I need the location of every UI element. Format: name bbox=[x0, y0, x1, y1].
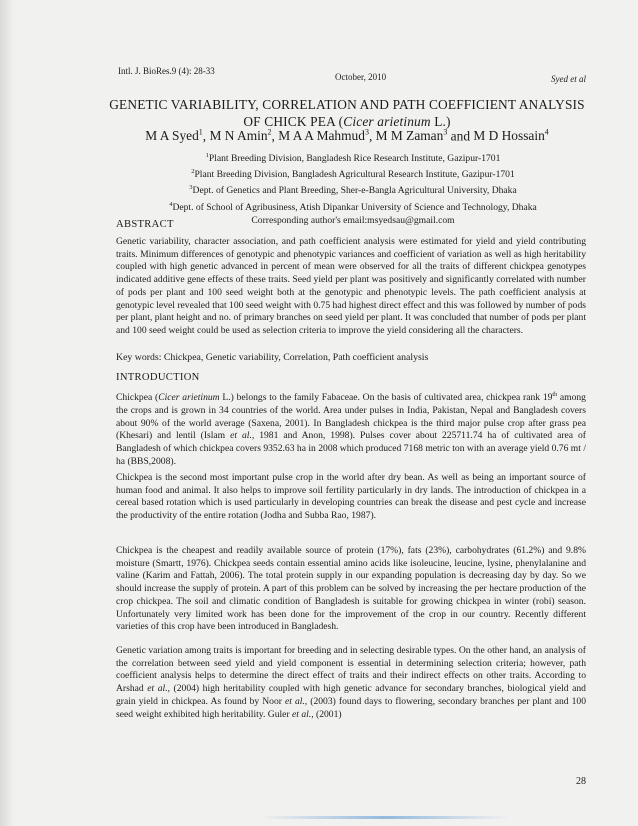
affiliations bbox=[118, 149, 588, 227]
title-line-2-suffix: L.) bbox=[430, 114, 451, 129]
running-head-journal: Intl. J. BioRes.9 (4): 28-33 bbox=[118, 66, 215, 76]
abstract-heading: ABSTRACT bbox=[116, 219, 174, 230]
author-name: M A Syed bbox=[145, 128, 199, 144]
affiliation-sup: 4 bbox=[169, 200, 173, 208]
affiliation bbox=[118, 181, 588, 197]
paper-title bbox=[108, 96, 586, 130]
affiliation-text: Dept. of School of Agribusiness, Atish Dipankar University of Science and Technology, Dhaka bbox=[172, 201, 537, 213]
et-al: et al., bbox=[292, 708, 314, 720]
et-al: et al., bbox=[230, 430, 255, 442]
affiliation-text: Plant Breeding Division, Bangladesh Rice Research Institute, Gazipur-1701 bbox=[208, 153, 501, 165]
author-sup: 3 bbox=[443, 128, 448, 137]
author-name: M N Amin bbox=[209, 128, 268, 144]
author-sup: 3 bbox=[364, 128, 369, 137]
author-sup: 4 bbox=[544, 128, 549, 137]
text-run: Genetic variation among traits is important for breeding and in selecting desirable types. On the other hand, an analysis of the correlation between seed yield and yield component is essential in determining selection criteria; however, path coefficient analysis helps to determine the direct effect of traits and their indirect effects on other traits. According to Arshad bbox=[116, 645, 586, 695]
intro-paragraph-4 bbox=[116, 645, 586, 721]
text-run: among the crops and is grown in 34 countries of the world. Area under pulses in India, Pakistan, Nepal and Bangladesh covers about 90% of the world average (Saxena, 2001). In Bangladesh chickpea is the third major pulse crop after grass pea (Khesari) and lentil (Islam bbox=[116, 392, 586, 442]
corresponding-email-text: Corresponding author's email:msyedsau@gmail.com bbox=[251, 214, 455, 226]
text-run: 1981 and Anon, 1998). Pulses cover about 225711.74 ha of cultivated area of Bangladesh of which chickpea covers 9352.63 ha in 2008 which produced 7168 metric ton with an average yield 0.76 mt / ha (BBS,2008). bbox=[116, 430, 586, 467]
corresponding-email bbox=[118, 214, 588, 227]
species-name: Cicer arietinum bbox=[158, 392, 220, 404]
author-list: M A Syed$^1$, M N Amin$^2$, M A A Mahmud$^3$, M M Zaman$^3$ and M D Hossain$^4$ bbox=[145, 128, 549, 144]
author-name: M D Hossain bbox=[473, 128, 545, 144]
et-al: et al., bbox=[147, 683, 170, 695]
intro-paragraph-2: Chickpea is the second most important pulse crop in the world after dry bean. As well as being an important source of human food and animal. It also helps to improve soil fertility particularly in dry lands. The introduction of chickpea in a cereal based rotation which is used particularly in developing countries can break the disease and pest cycle and increase the productivity of the entire rotation (Jodha and Subba Rao, 1987). bbox=[116, 472, 586, 522]
running-head-date: October, 2010 bbox=[335, 72, 387, 82]
affiliation bbox=[118, 165, 588, 181]
affiliation-sup: 1 bbox=[205, 152, 209, 159]
running-head-author: Syed et al bbox=[551, 74, 586, 84]
text-run: (2003) found days to flowering, secondary branches per plant and 100 seed weight exhibited high heritability. Guler bbox=[116, 695, 587, 720]
ordinal-sup: th bbox=[552, 392, 558, 398]
introduction-heading: INTRODUCTION bbox=[116, 372, 200, 383]
abstract-text: Genetic variability, character association, and path coefficient analysis were estimated for yield and yield contributing traits. Minimum differences of genotypic and phenotypic variances and coefficient of variation as well as high heritability coupled with high genetic advanced in percent of mean were observed for all the traits of different chickpea genotypes indicated additive gene effects of these traits. Seed yield per plant was positively and significantly correlated with number of pods per plant and 100 seed weight both at the genotypic and phenotypic levels. The path coefficient analysis at genotypic level revealed that 100 seed weight with 0.75 had highest direct effect and this was followed by number of pods per plant, plant height and no. of primary branches on seed yield per plant. It was concluded that number of pods per plant and 100 seed weight could be used as selection criteria to improve the yield considering all the characters. bbox=[116, 236, 586, 336]
keywords-text: Chickpea, Genetic variability, Correlation, Path coefficient analysis bbox=[161, 352, 429, 363]
author bbox=[376, 128, 448, 143]
text-run: L.) belongs to the family Fabaceae. On the basis of cultivated area, chickpea rank 19 bbox=[219, 392, 553, 404]
scan-artifact-line bbox=[260, 816, 510, 819]
title-species: Cicer arietinum bbox=[343, 114, 431, 129]
author-name: M A A Mahmud bbox=[278, 128, 365, 144]
intro-paragraph-1 bbox=[116, 389, 586, 468]
author bbox=[473, 128, 548, 143]
text-run: Chickpea ( bbox=[116, 392, 159, 404]
affiliation-text: Dept. of Genetics and Plant Breeding, Sher-e-Bangla Agricultural University, Dhaka bbox=[192, 185, 517, 197]
title-line-2-prefix: OF CHICK PEA ( bbox=[243, 114, 344, 129]
keywords-label: Key words: bbox=[116, 352, 162, 363]
keywords bbox=[116, 352, 586, 363]
author bbox=[278, 128, 369, 143]
affiliation-sup: 2 bbox=[191, 168, 195, 176]
affiliation-sup: 3 bbox=[189, 184, 193, 192]
page-number: 28 bbox=[576, 776, 586, 787]
author bbox=[145, 128, 203, 143]
et-al: et al., bbox=[284, 695, 308, 707]
text-run: (2001) bbox=[313, 708, 342, 720]
intro-paragraph-3: Chickpea is the cheapest and readily available source of protein (17%), fats (23%), carbohydrates (61.2%) and 9.8% moisture (Smartt, 1976). Chickpea seeds contain essential amino acids like isoleucine, leucine, lysine, phenylalanine and valine (Karim and Fattah, 2006). The total protein supply in our expanding population is decreasing day by day. So we should increase the supply of protein. A part of this problem can be solved by increasing the per hectare production of the crop chickpea. The soil and climatic condition of Bangladesh is suitable for growing chickpea in winter (robi) season. Unfortunately very limited work has been done for the improvement of the crop in our country. Recently different varieties of this crop have been introduced in Bangladesh. bbox=[116, 545, 586, 633]
author-name: M M Zaman bbox=[375, 128, 444, 144]
title-line-1: GENETIC VARIABILITY, CORRELATION AND PATH COEFFICIENT ANALYSIS bbox=[109, 97, 585, 112]
author bbox=[210, 128, 272, 143]
affiliation bbox=[118, 198, 588, 214]
author-sup: 2 bbox=[267, 128, 272, 137]
affiliation-text: Plant Breeding Division, Bangladesh Agricultural Research Institute, Gazipur-1701 bbox=[194, 169, 515, 181]
author-sup: 1 bbox=[198, 128, 203, 137]
affiliation bbox=[118, 149, 588, 165]
text-run: (2004) high heritability coupled with high genetic advance for secondary branches, biological yield and grain yield in chickpea. As found by Noor bbox=[116, 683, 586, 707]
